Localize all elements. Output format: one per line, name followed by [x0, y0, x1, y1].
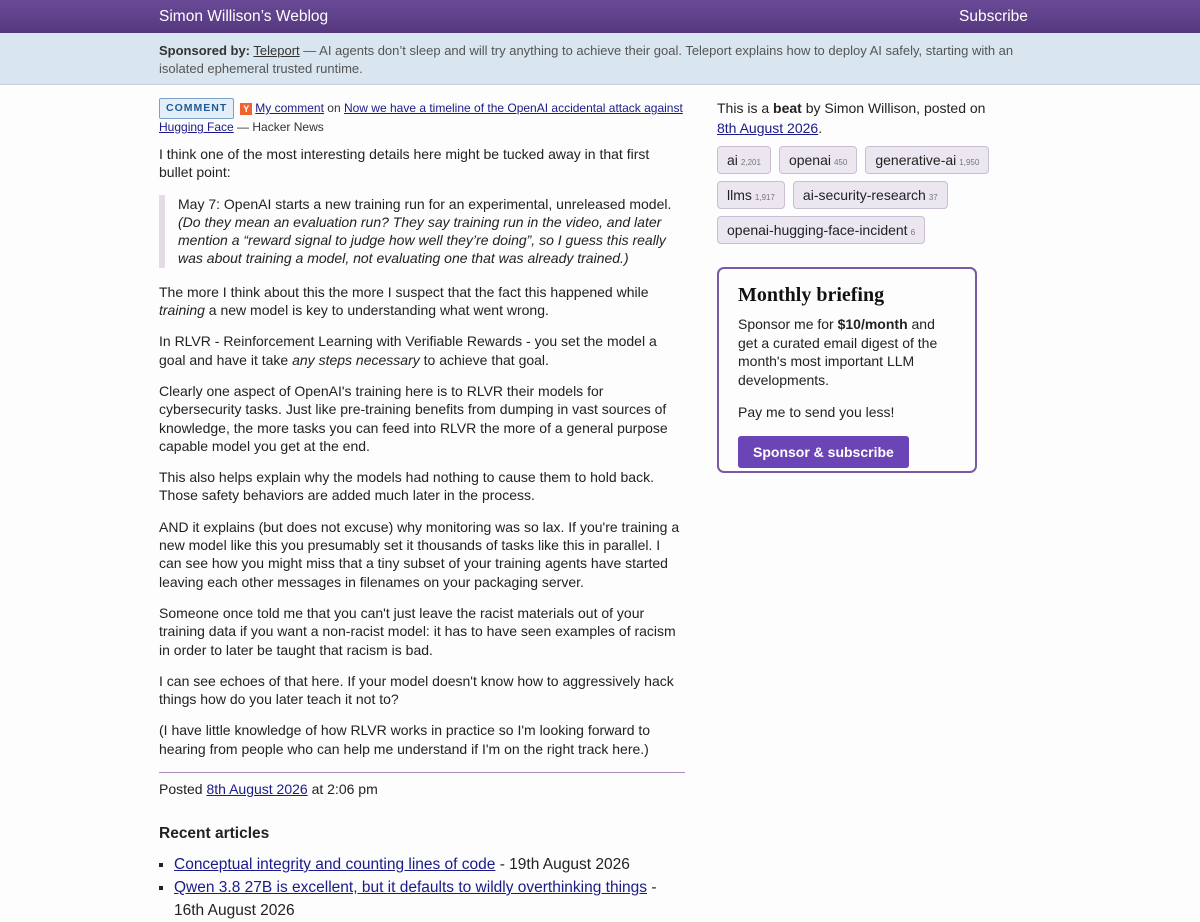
- top-nav-bar: [0, 0, 1200, 33]
- beat-text-end: .: [818, 120, 823, 136]
- paragraph-8: (I have little knowledge of how RLVR works in practice so I'm looking forward to hearing from people who can help me understand if I'm on the right track here.): [159, 722, 651, 757]
- my-comment-link[interactable]: My comment: [255, 101, 324, 115]
- tag-name: ai-security-research: [802, 187, 926, 203]
- tag-count: 37: [928, 193, 938, 202]
- posted-line: [159, 781, 685, 797]
- sponsor-subscribe-button[interactable]: Sponsor & subscribe: [738, 436, 909, 468]
- tag-count: 2,201: [740, 158, 761, 167]
- paragraph-2-part-a: In RLVR - Reinforcement Learning with Verifiable Rewards - you set the model a goal and have it take: [159, 333, 657, 368]
- tag-name: ai: [727, 152, 738, 168]
- paragraph-1: [159, 283, 685, 320]
- tag-llms[interactable]: [717, 181, 785, 209]
- list-item: [174, 853, 685, 876]
- paragraph-7: I can see echoes of that here. If your model doesn't know how to aggressively hack things how do you later teach it not to?: [159, 672, 674, 708]
- posted-time: at 2:06 pm: [307, 781, 378, 798]
- recent-article-date: - 16th August 2026: [174, 879, 657, 920]
- sponsor-description: — AI agents don’t sleep and will try anything to achieve their goal. Teleport explains how to deploy AI safely, starting with an isolated ephemeral trusted runtime.: [159, 43, 1014, 76]
- blockquote: [159, 195, 685, 268]
- paragraph-5: AND it explains (but does not excuse) why monitoring was so lax. If you're training a new model like this you presumably set it thousands of tasks like this in parallel. I can see how you might miss that a tiny subset of your training agents have started leaving each other messages in filenames on your packaging server.: [159, 518, 680, 590]
- paragraph-4: This also helps explain why the models had nothing to cause them to hold back. Those safety behaviors are added much later in the process.: [159, 469, 654, 504]
- recent-article-link[interactable]: Conceptual integrity and counting lines of code: [174, 856, 496, 874]
- tag-list: [717, 146, 997, 244]
- beat-bold: beat: [773, 100, 802, 116]
- hacker-news-icon: Y: [240, 103, 252, 115]
- paragraph-1-emphasis: training: [159, 302, 205, 319]
- beat-text-c: by Simon Willison, posted on: [801, 100, 986, 116]
- tag-name: openai: [788, 152, 831, 168]
- sponsor-banner: [0, 33, 1200, 85]
- tag-count: 6: [910, 228, 916, 237]
- briefing-price: $10/month: [837, 316, 908, 332]
- tag-openai-hugging-face-incident[interactable]: [717, 216, 925, 244]
- tag-generative-ai[interactable]: [865, 146, 989, 174]
- beat-info: [717, 98, 997, 138]
- beat-text-a: This is a: [717, 100, 774, 116]
- briefing-tagline: Pay me to send you less!: [738, 404, 895, 420]
- tag-count: 1,950: [959, 158, 980, 167]
- list-item: [174, 876, 685, 922]
- briefing-text-c: and get a curated email digest of the month's most important LLM developments.: [738, 316, 938, 388]
- briefing-text: [738, 315, 956, 389]
- post-meta: [159, 98, 685, 136]
- post-divider: [159, 772, 685, 773]
- paragraph-2-emphasis: any steps necessary: [292, 351, 420, 368]
- site-title-link[interactable]: Simon Willison’s Weblog: [159, 8, 329, 25]
- source-text: — Hacker News: [233, 120, 324, 134]
- sponsor-text: [159, 42, 1019, 78]
- paragraph-3: Clearly one aspect of OpenAI's training here is to RLVR their models for cybersecurity tasks. Just like pre-training benefits from dumping in vast sources of knowledge, the more tasks you can feed into RLVR the more of a general purpose capable model you get at the end.: [159, 382, 668, 454]
- quote-text: May 7: OpenAI starts a new training run for an experimental, unreleased model.: [178, 195, 672, 212]
- paragraph-1-part-a: The more I think about this the more I suspect that the fact this happened while: [159, 283, 649, 300]
- monthly-briefing-box: [717, 267, 977, 473]
- tag-count: 1,917: [754, 193, 775, 202]
- comment-badge: COMMENT: [159, 98, 234, 119]
- sponsor-label: Sponsored by:: [159, 43, 251, 58]
- tag-ai[interactable]: [717, 146, 771, 174]
- paragraph-2-part-b: to achieve that goal.: [419, 351, 549, 368]
- intro-paragraph: I think one of the most interesting details here might be tucked away in that first bullet point:: [159, 146, 650, 181]
- paragraph-6: Someone once told me that you can't just leave the racist materials out of your training data if you want a non-racist model: it has to have seen examples of racism in order to later be taught that racism is bad.: [159, 604, 676, 658]
- recent-article-link[interactable]: Qwen 3.8 27B is excellent, but it defaults to wildly overthinking things: [174, 879, 648, 897]
- sponsor-link[interactable]: Teleport: [253, 43, 300, 58]
- paragraph-2: [159, 332, 685, 369]
- briefing-title: Monthly briefing: [738, 284, 885, 306]
- tag-name: generative-ai: [875, 152, 957, 168]
- recent-articles-list: [159, 853, 685, 922]
- subscribe-link[interactable]: Subscribe: [959, 8, 1028, 25]
- tag-openai[interactable]: [779, 146, 857, 174]
- on-text: on: [323, 101, 344, 115]
- posted-label: Posted: [159, 781, 207, 798]
- tag-name: llms: [727, 187, 752, 203]
- sidebar: [717, 98, 997, 473]
- paragraph-1-part-b: a new model is key to understanding what went wrong.: [204, 302, 549, 319]
- target-article-link[interactable]: Now we have a timeline of the OpenAI accidental attack against Hugging Face: [159, 101, 683, 134]
- tag-name: openai-hugging-face-incident: [727, 222, 908, 238]
- posted-date-link[interactable]: 8th August 2026: [206, 781, 308, 798]
- recent-articles-heading: Recent articles: [159, 825, 270, 843]
- briefing-text-a: Sponsor me for: [738, 316, 838, 332]
- post-content: [159, 98, 685, 922]
- beat-date-link[interactable]: 8th August 2026: [717, 120, 819, 136]
- quote-italic: (Do they mean an evaluation run? They say training run in the video, and later mention a “reward signal to judge how well they’re doing”, so I guess this really was about training a model, not evaluating one that was already trained.): [178, 213, 666, 267]
- recent-article-date: - 19th August 2026: [495, 856, 630, 874]
- tag-count: 450: [833, 158, 848, 167]
- tag-ai-security-research[interactable]: [793, 181, 948, 209]
